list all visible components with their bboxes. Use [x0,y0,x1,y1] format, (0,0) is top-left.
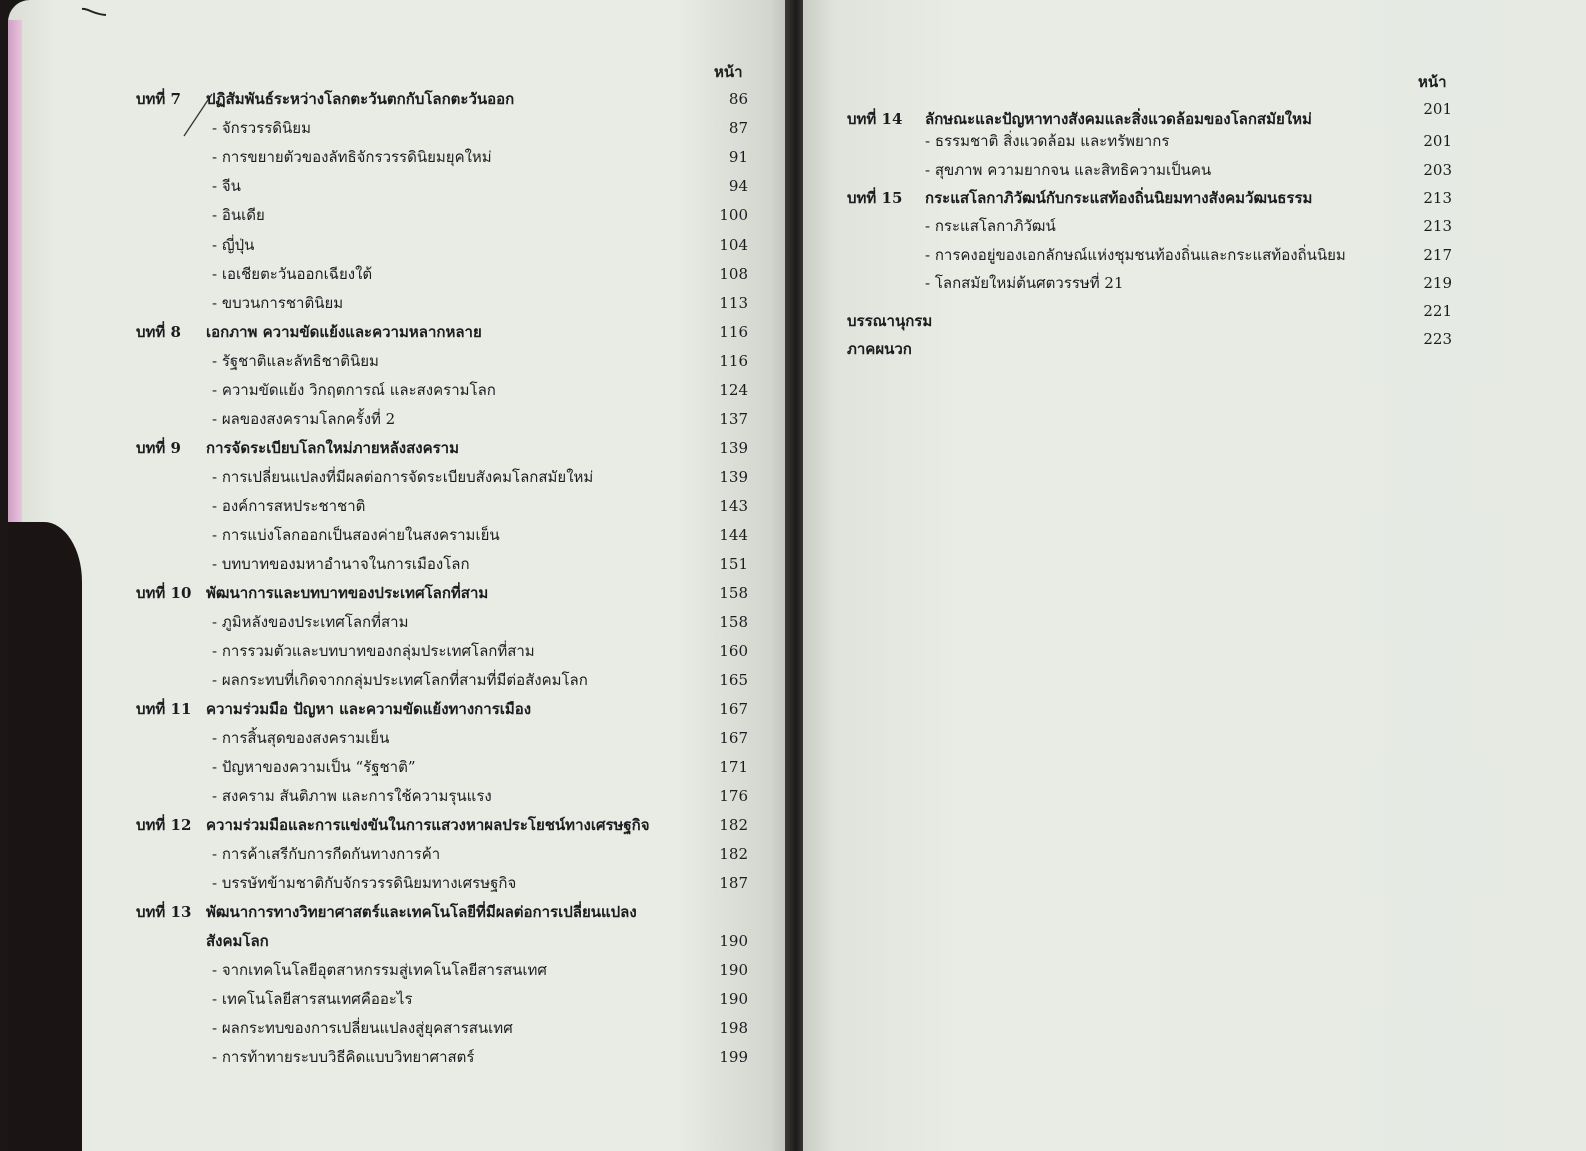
page-number: 190 [719,932,748,950]
page-number: 158 [719,584,748,602]
page-number: 139 [719,439,748,457]
chapter-title: ลักษณะและปัญหาทางสังคมและสิ่งแวดล้อมของโลกสมัยใหม่ [925,110,1312,128]
page-number: 116 [719,352,748,370]
chapter-title: พัฒนาการทางวิทยาศาสตร์และเทคโนโลยีที่มีผลต่อการเปลี่ยนแปลง [206,903,637,921]
section-title: - ผลกระทบที่เกิดจากกลุ่มประเทศโลกที่สามที่มีต่อสังคมโลก [212,671,588,689]
toc-entry [136,86,756,112]
toc-entry [136,986,756,1012]
section-title: - จากเทคโนโลยีอุตสาหกรรมสู่เทคโนโลยีสารสนเทศ [212,961,547,979]
page-number: 190 [719,961,748,979]
section-title: - ผลกระทบของการเปลี่ยนแปลงสู่ยุคสารสนเทศ [212,1019,513,1037]
page-number: 139 [719,468,748,486]
chapter-label: บทที่ 11 [136,700,192,718]
chapter-title: พัฒนาการและบทบาทของประเทศโลกที่สาม [206,584,489,602]
toc-entry [136,928,756,954]
section-title: - ความขัดแย้ง วิกฤตการณ์ และสงครามโลก [212,381,496,399]
page-number: 217 [1423,246,1452,264]
section-title: - ธรรมชาติ สิ่งแวดล้อม และทรัพยากร [925,132,1170,150]
section-title: - ผลของสงครามโลกครั้งที่ 2 [212,410,396,428]
toc-entry [136,696,756,722]
page-number: 91 [728,148,748,166]
section-title: - โลกสมัยใหม่ต้นศตวรรษที่ 21 [925,274,1124,292]
page-column-header: หน้า [714,63,743,81]
page-number: 94 [728,177,748,195]
page-number: 113 [719,294,748,312]
section-title: - จักรวรรดินิยม [212,119,311,137]
section-title: - การรวมตัวและบทบาทของกลุ่มประเทศโลกที่สาม [212,642,535,660]
chapter-title: สังคมโลก [206,932,269,950]
page-number: 116 [719,323,748,341]
page-number: 199 [719,1048,748,1066]
toc-entry [136,435,756,461]
page-number: 221 [1423,302,1452,320]
page-number: 137 [719,410,748,428]
section-title: - บทบาทของมหาอำนาจในการเมืองโลก [212,555,470,573]
page-number: 201 [1423,132,1452,150]
page-number: 201 [1423,100,1452,118]
section-title: - ขบวนการชาตินิยม [212,294,344,312]
section-title: - จีน [212,177,241,195]
page-number: 203 [1423,161,1452,179]
page-number: 182 [719,845,748,863]
toc-entry [136,377,756,403]
chapter-label: บทที่ 10 [136,584,192,602]
page-number: 167 [719,700,748,718]
page-number: 219 [1423,274,1452,292]
toc-entry [136,870,756,896]
page-number: 87 [728,119,748,137]
section-title: - การแบ่งโลกออกเป็นสองค่ายในสงครามเย็น [212,526,500,544]
chapter-title: เอกภาพ ความขัดแย้งและความหลากหลาย [206,323,482,341]
chapter-title: ปฏิสัมพันธ์ระหว่างโลกตะวันตกกับโลกตะวันออก [206,90,515,108]
toc-entry [847,336,1467,362]
chapter-label: ภาคผนวก [847,340,912,358]
section-title: - กระแสโลกาภิวัฒน์ [925,217,1056,235]
chapter-label: บทที่ 7 [136,90,181,108]
page-number: 213 [1423,189,1452,207]
section-title: - การคงอยู่ของเอกลักษณ์แห่งชุมชนท้องถิ่นและกระแสท้องถิ่นนิยม [925,246,1346,264]
toc-entry [136,290,756,316]
toc-entry [136,1015,756,1041]
page-number: 108 [719,265,748,283]
toc-entry [136,202,756,228]
toc-entry [136,464,756,490]
page-column-header: หน้า [1418,73,1447,91]
toc-entry [136,957,756,983]
chapter-title: ความร่วมมือและการแข่งขันในการแสวงหาผลประโยชน์ทางเศรษฐกิจ [206,816,650,834]
toc-entry [136,406,756,432]
dark-ink-stain [8,522,82,1151]
page-number: 165 [719,671,748,689]
page-number: 167 [719,729,748,747]
toc-entry [136,348,756,374]
toc-entry [847,213,1467,239]
toc-entry [136,115,756,141]
page-number: 171 [719,758,748,776]
section-title: - สุขภาพ ความยากจน และสิทธิความเป็นคน [925,161,1212,179]
toc-entry [847,270,1467,296]
section-title: - สงคราม สันติภาพ และการใช้ความรุนแรง [212,787,492,805]
page-number: 158 [719,613,748,631]
toc-entry [136,522,756,548]
toc-entry [136,725,756,751]
chapter-label: บทที่ 14 [847,110,903,128]
toc-entry [136,754,756,780]
section-title: - บรรษัทข้ามชาติกับจักรวรรดินิยมทางเศรษฐกิจ [212,874,517,892]
chapter-label: บทที่ 13 [136,903,192,921]
toc-entry [136,493,756,519]
pink-page-edge [8,20,22,540]
page-number: 198 [719,1019,748,1037]
section-title: - องค์การสหประชาชาติ [212,497,366,515]
page-number: 86 [728,90,748,108]
toc-entry [847,242,1467,268]
section-title: - ญี่ปุ่น [212,236,255,254]
section-title: - การสิ้นสุดของสงครามเย็น [212,729,390,747]
section-title: - การเปลี่ยนแปลงที่มีผลต่อการจัดระเบียบสังคมโลกสมัยใหม่ [212,468,594,486]
toc-entry [136,580,756,606]
toc-entry [847,157,1467,183]
page-number: 176 [719,787,748,805]
toc-entry [136,783,756,809]
page-number: 223 [1423,330,1452,348]
chapter-label: บทที่ 12 [136,816,192,834]
section-title: - เอเชียตะวันออกเฉียงใต้ [212,265,373,283]
toc-entry [136,261,756,287]
section-title: - อินเดีย [212,206,265,224]
section-title: - เทคโนโลยีสารสนเทศคืออะไร [212,990,413,1008]
page-number: 151 [719,555,748,573]
page-number: 213 [1423,217,1452,235]
toc-entry [136,1044,756,1070]
toc-entry [136,899,756,925]
section-title: - การท้าทายระบบวิธีคิดแบบวิทยาศาสตร์ [212,1048,475,1066]
toc-entry [136,232,756,258]
toc-entry [136,609,756,635]
toc-entry [136,812,756,838]
toc-entry [136,144,756,170]
chapter-label: บทที่ 15 [847,189,903,207]
page-number: 160 [719,642,748,660]
page-number: 144 [719,526,748,544]
pen-stroke-mark [80,6,108,18]
toc-entry [136,841,756,867]
toc-entry [136,551,756,577]
page-number: 143 [719,497,748,515]
page-number: 124 [719,381,748,399]
left-page [8,0,793,1151]
section-title: - รัฐชาติและลัทธิชาตินิยม [212,352,379,370]
right-page [803,0,1586,1151]
chapter-label: บทที่ 9 [136,439,181,457]
toc-entry [847,128,1467,154]
page-number: 100 [719,206,748,224]
chapter-title: ความร่วมมือ ปัญหา และความขัดแย้งทางการเมือง [206,700,532,718]
section-title: - การขยายตัวของลัทธิจักรวรรดินิยมยุคใหม่ [212,148,492,166]
toc-entry [136,638,756,664]
chapter-title: การจัดระเบียบโลกใหม่ภายหลังสงคราม [206,439,459,457]
page-number: 187 [719,874,748,892]
toc-entry [847,185,1467,211]
section-title: - ปัญหาของความเป็น “รัฐชาติ” [212,758,416,776]
toc-entry [136,173,756,199]
section-title: - การค้าเสรีกับการกีดกันทางการค้า [212,845,441,863]
chapter-label: บรรณานุกรม [847,312,933,330]
toc-entry [136,667,756,693]
chapter-title: กระแสโลกาภิวัฒน์กับกระแสท้องถิ่นนิยมทางสังคมวัฒนธรรม [925,189,1313,207]
toc-entry [136,319,756,345]
section-title: - ภูมิหลังของประเทศโลกที่สาม [212,613,409,631]
page-number: 182 [719,816,748,834]
chapter-label: บทที่ 8 [136,323,181,341]
page-number: 190 [719,990,748,1008]
page-number: 104 [719,236,748,254]
